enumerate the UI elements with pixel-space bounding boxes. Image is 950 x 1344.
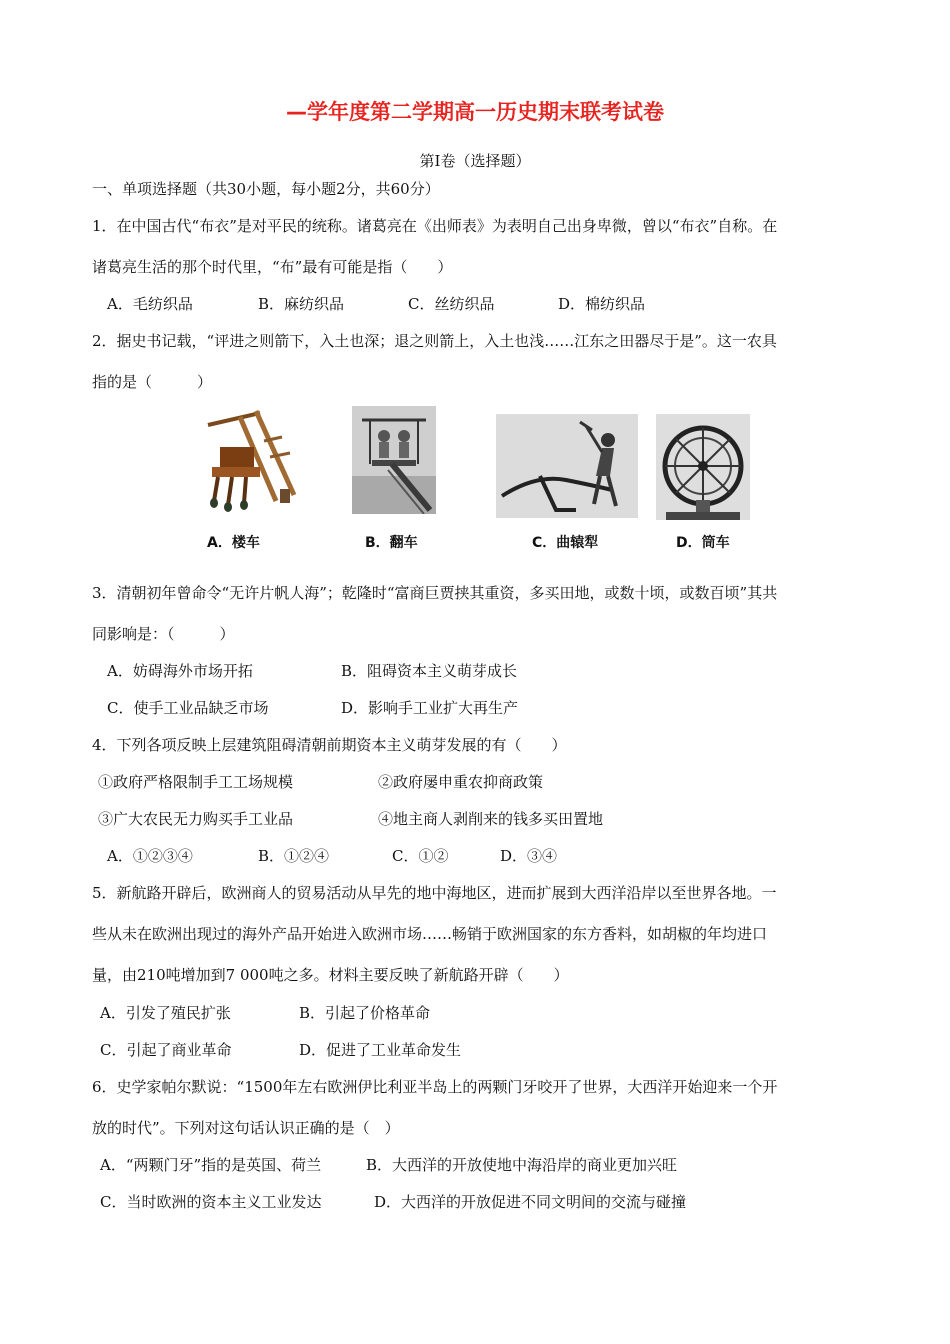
q5-stem-line1: 5．新航路开辟后，欧洲商人的贸易活动从早先的地中海地区，进而扩展到大西洋沿岸以至世界各地。一 <box>92 884 777 902</box>
q5-stem-line3: 量，由210吨增加到7 000吨之多。材料主要反映了新航路开辟（ ） <box>92 966 569 984</box>
q4-option-c: C．①② <box>392 847 449 865</box>
q3-stem-line2: 同影响是：（ ） <box>92 625 235 643</box>
q5-option-b: B．引起了价格革命 <box>299 1004 431 1022</box>
seed-drill-image <box>198 405 310 515</box>
exam-title: —学年度第二学期高一历史期末联考试卷 <box>286 100 664 124</box>
q4-option-b: B．①②④ <box>258 847 330 865</box>
q6-option-d: D．大西洋的开放促进不同文明间的交流与碰撞 <box>374 1193 687 1211</box>
q4-item-4: ④地主商人剥削来的钱多买田置地 <box>378 810 604 828</box>
q5-option-c: C．引起了商业革命 <box>100 1041 232 1059</box>
q1-option-c: C．丝纺织品 <box>408 295 495 313</box>
q3-option-c: C．使手工业品缺乏市场 <box>107 699 269 717</box>
q2-caption-d: D．筒车 <box>676 535 730 551</box>
q1-option-d: D．棉纺织品 <box>558 295 646 313</box>
q4-item-1: ①政府严格限制手工工场规模 <box>98 773 294 791</box>
q4-option-d: D．③④ <box>500 847 558 865</box>
q5-stem-line2: 些从未在欧洲出现过的海外产品开始进入欧洲市场……畅销于欧洲国家的东方香料，如胡椒的年均进口 <box>92 925 768 943</box>
q4-stem: 4．下列各项反映上层建筑阻碍清朝前期资本主义萌芽发展的有（ ） <box>92 736 567 754</box>
q1-option-b: B．麻纺织品 <box>258 295 345 313</box>
q1-option-a: A．毛纺织品 <box>107 295 193 313</box>
q6-option-b: B．大西洋的开放使地中海沿岸的商业更加兴旺 <box>366 1156 678 1174</box>
q6-option-c: C．当时欧洲的资本主义工业发达 <box>100 1193 322 1211</box>
q4-option-a: A．①②③④ <box>107 847 193 865</box>
q4-item-3: ③广大农民无力购买手工业品 <box>98 810 294 828</box>
q6-stem-line2: 放的时代”。下列对这句话认识正确的是（ ） <box>92 1119 400 1137</box>
chain-pump-image <box>352 406 436 514</box>
q3-option-a: A．妨碍海外市场开拓 <box>107 662 253 680</box>
q6-stem-line1: 6．史学家帕尔默说：“1500年左右欧洲伊比利亚半岛上的两颗门牙咬开了世界，大西洋开始迎来一个开 <box>92 1078 778 1096</box>
q4-item-2: ②政府屡申重农抑商政策 <box>378 773 544 791</box>
q3-option-d: D．影响手工业扩大再生产 <box>341 699 519 717</box>
q2-stem-line1: 2．据史书记载，“评进之则箭下，入土也深；退之则箭上，入土也浅……江东之田器尽于是”。这一农具 <box>92 332 777 350</box>
section-heading: 一、单项选择题（共30小题，每小题2分，共60分） <box>92 180 440 198</box>
q3-option-b: B．阻碍资本主义萌芽成长 <box>341 662 518 680</box>
tube-wheel-image <box>656 414 750 520</box>
q5-option-d: D．促进了工业革命发生 <box>299 1041 462 1059</box>
q3-stem-line1: 3．清朝初年曾命令“无许片帆人海”；乾隆时“富商巨贾挟其重资，多买田地，或数十顷，或数百顷”其共 <box>92 584 778 602</box>
q1-stem-line2: 诸葛亮生活的那个时代里，“布”最有可能是指（ ） <box>92 258 453 276</box>
q2-caption-a: A．楼车 <box>207 535 260 551</box>
q2-caption-c: C．曲辕犁 <box>532 535 599 551</box>
curved-plough-image <box>496 414 638 518</box>
q5-option-a: A．引发了殖民扩张 <box>100 1004 231 1022</box>
q2-stem-line2: 指的是（ ） <box>92 373 213 391</box>
q6-option-a: A．“两颗门牙”指的是英国、荷兰 <box>100 1156 322 1174</box>
part-heading: 第Ⅰ卷（选择题） <box>419 152 531 170</box>
q2-caption-b: B．翻车 <box>365 535 418 551</box>
q1-stem-line1: 1．在中国古代“布衣”是对平民的统称。诸葛亮在《出师表》为表明自己出身卑微，曾以“布衣”自称。在 <box>92 217 778 235</box>
